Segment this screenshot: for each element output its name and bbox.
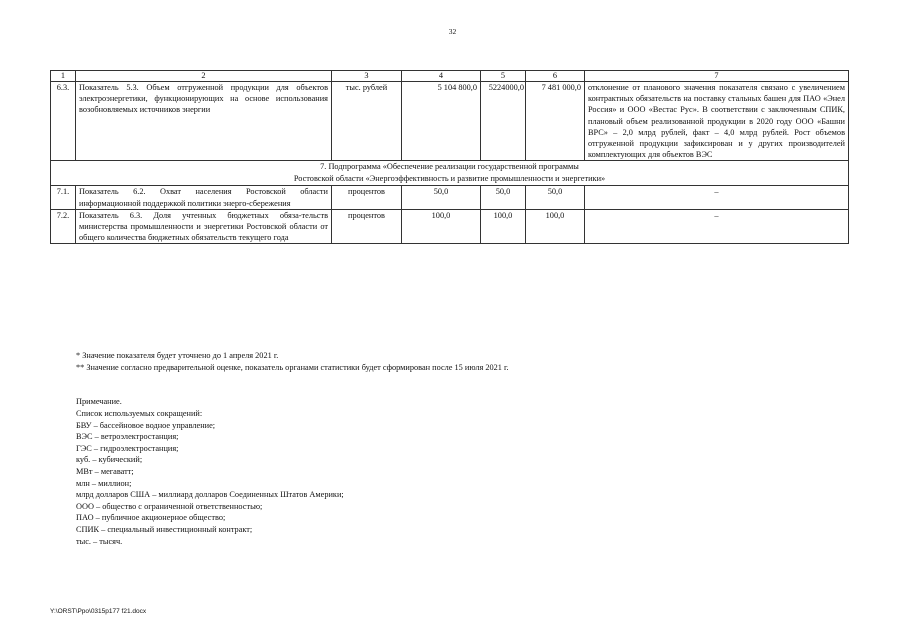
col-header-5: 5: [481, 71, 526, 82]
note-title: Примечание.: [76, 397, 122, 407]
table-row: [51, 82, 849, 161]
notes-section: [76, 350, 509, 547]
subprogram-title-line2: Ростовской области «Энергоэффективность и развитие промышленности и энергетики»: [293, 174, 606, 184]
value-col5: 100,0: [481, 209, 526, 244]
col-header-3: 3: [332, 71, 402, 82]
subprogram-row: [51, 161, 849, 186]
row-number: 7.1.: [51, 186, 76, 209]
value-col6: 50,0: [526, 186, 585, 209]
comment: отклонение от планового значения показателя связано с увеличением контрактных обязательств на поставку стальных башен для ПАО «Энел Россия» и ООО «Вестас Рус». В соответствии с заключенным СПИК, плановый объем реализованной продукции в 2020 году ООО «Башни ВРС» – 2,0 млрд рублей, факт – 4,0 млрд рублей. Рост объемов отгруженной продукции зафиксирован и у других производителей комплектующих для объектов ВЭС: [585, 82, 849, 161]
value-col5: 5224000,0: [481, 82, 526, 161]
col-header-7: 7: [585, 71, 849, 82]
indicators-table: [50, 70, 849, 244]
table-header-row: [51, 71, 849, 82]
page-number: 32: [448, 27, 457, 36]
abbreviations-title: Список используемых сокращений:: [76, 408, 203, 418]
table-row: [51, 186, 849, 209]
abbreviation-item: ПАО – публичное акционерное общество;: [76, 513, 226, 523]
abbreviation-item: тыс. – тысяч.: [76, 536, 123, 546]
abbreviation-item: БВУ – бассейновое водное управление;: [76, 420, 216, 430]
footnote-1: * Значение показателя будет уточнено до 1 апреля 2021 г.: [76, 351, 279, 360]
footnote-2: ** Значение согласно предварительной оценке, показатель органами статистики будет сформирован после 15 июля 2021 г.: [76, 362, 509, 372]
comment: –: [585, 209, 849, 244]
value-col4: 100,0: [402, 209, 481, 244]
abbreviation-item: ВЭС – ветроэлектростанция;: [76, 432, 179, 442]
file-path: Y:\ORST\Ppo\0315p177 f21.docx: [50, 608, 147, 615]
unit: тыс. рублей: [332, 82, 402, 161]
abbreviation-item: ГЭС – гидроэлектростанция;: [76, 443, 179, 453]
abbreviation-item: СПИК – специальный инвестиционный контракт;: [76, 524, 253, 534]
table-row: [51, 209, 849, 244]
abbreviation-item: МВт – мегаватт;: [76, 466, 134, 476]
unit: процентов: [332, 186, 402, 209]
value-col6: 7 481 000,0: [526, 82, 585, 161]
indicator-name: Показатель 6.2. Охват населения Ростовской области информационной поддержкой политики энерго-сбережения: [76, 186, 332, 209]
indicator-name: Показатель 6.3. Доля учтенных бюджетных обяза-тельств министерства промышленности и энергетики Ростовской области от общего количества бюджетных обязательств текущего года: [76, 209, 332, 244]
row-number: 7.2.: [51, 209, 76, 244]
value-col6: 100,0: [526, 209, 585, 244]
unit: процентов: [332, 209, 402, 244]
value-col4: 50,0: [402, 186, 481, 209]
abbreviation-item: млн – миллион;: [76, 478, 132, 488]
col-header-6: 6: [526, 71, 585, 82]
value-col4: 5 104 800,0: [402, 82, 481, 161]
value-col5: 50,0: [481, 186, 526, 209]
col-header-2: 2: [76, 71, 332, 82]
subprogram-title-line1: 7. Подпрограмма «Обеспечение реализации государственной программы: [320, 162, 579, 172]
comment: –: [585, 186, 849, 209]
abbreviation-item: ООО – общество с ограниченной ответственностью;: [76, 501, 263, 511]
indicator-name: Показатель 5.3. Объем отгруженной продукции для объектов электроэнергетики, функционирующих на основе использования возобновляемых источников энергии: [76, 82, 332, 161]
col-header-4: 4: [402, 71, 481, 82]
abbreviation-item: куб. – кубический;: [76, 455, 143, 465]
row-number: 6.3.: [51, 82, 76, 161]
abbreviation-item: млрд долларов США – миллиард долларов Соединенных Штатов Америки;: [76, 490, 344, 500]
col-header-1: 1: [51, 71, 76, 82]
